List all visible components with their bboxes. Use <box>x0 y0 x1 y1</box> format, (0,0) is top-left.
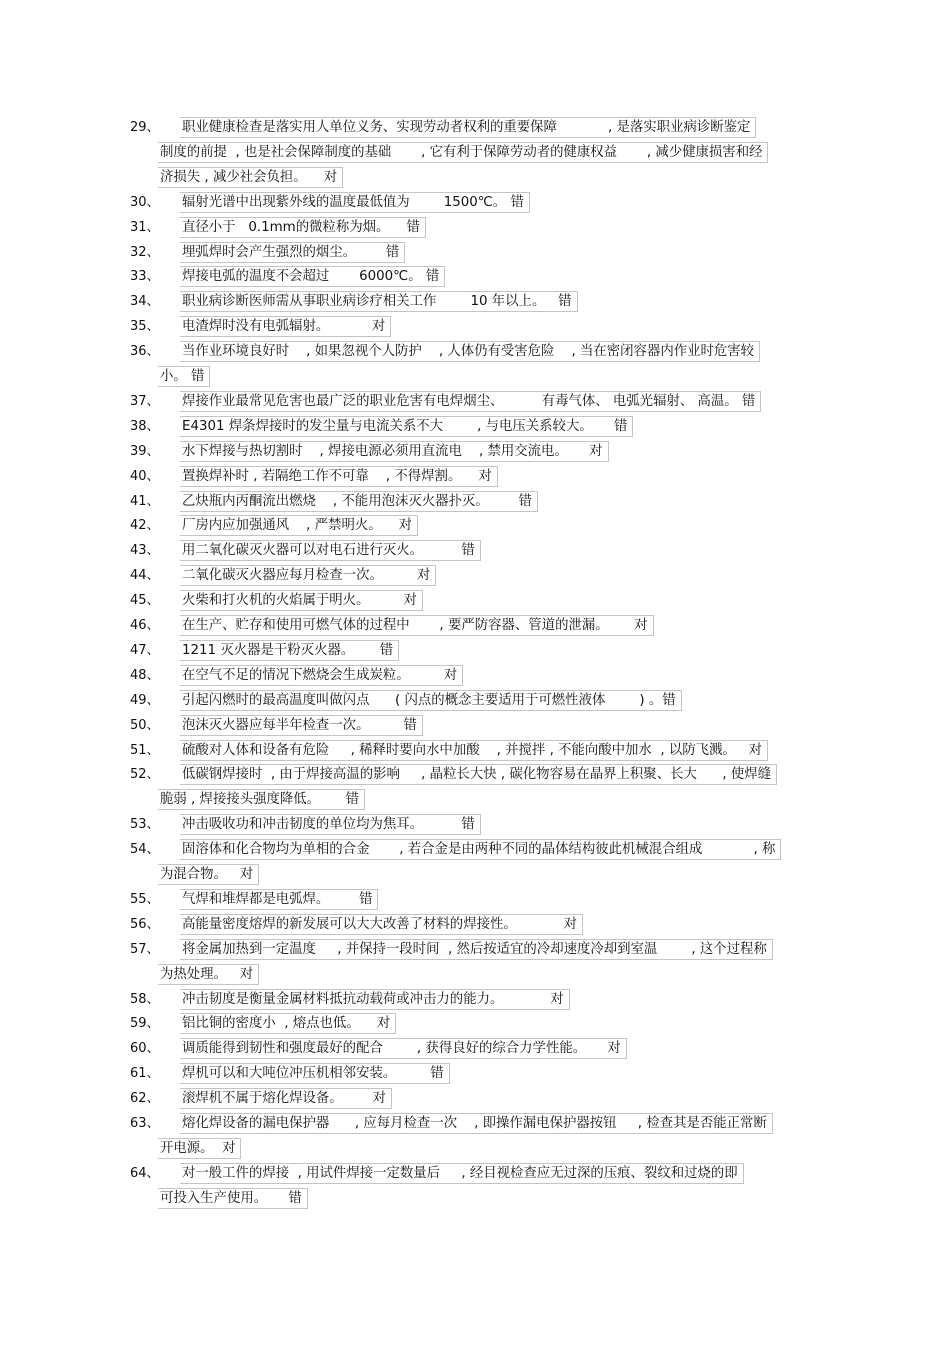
question-text: 脆弱 , 焊接接头强度降低。 错 <box>160 792 359 808</box>
question-line <box>0 838 950 863</box>
question-continuation-line <box>0 1137 950 1162</box>
question-number: 41、 <box>130 493 160 509</box>
question-number: 47、 <box>130 642 160 658</box>
question-text: 气焊和堆焊都是电弧焊。 错 <box>182 891 373 907</box>
question-text: 为热处理。 对 <box>160 966 254 982</box>
question-text: 引起闪燃时的最高温度叫做闪点 ( 闪点的概念主要适用于可燃性液体 ) 。错 <box>182 692 676 708</box>
question-line <box>0 639 950 664</box>
question-number: 44、 <box>130 568 160 584</box>
question-text: 低碳钢焊接时 , 由于焊接高温的影响 , 晶粒长大快 , 碳化物容易在晶界上积聚、长大 , 使焊缝 <box>182 767 772 783</box>
question-text: E4301 焊条焊接时的发尘量与电流关系不大 , 与电压关系较大。 错 <box>182 418 628 434</box>
question-line <box>0 315 950 340</box>
question-number: 49、 <box>130 692 160 708</box>
question-number: 64、 <box>130 1165 160 1181</box>
question-text: 熔化焊设备的漏电保护器 , 应每月检查一次 , 即操作漏电保护器按钮 , 检查其是否能正常断 <box>182 1116 767 1131</box>
question-continuation-line <box>0 788 950 813</box>
question-line <box>0 689 950 714</box>
question-continuation-line <box>0 863 950 888</box>
question-line <box>0 564 950 589</box>
question-line <box>0 191 950 216</box>
question-text: 调质能得到韧性和强度最好的配合 , 获得良好的综合力学性能。 对 <box>182 1041 621 1057</box>
question-number: 55、 <box>130 891 160 907</box>
question-text: 在生产、贮存和使用可燃气体的过程中 , 要严防容器、管道的泄漏。 对 <box>182 618 648 633</box>
question-number: 33、 <box>130 269 160 285</box>
question-line <box>0 539 950 564</box>
question-line <box>0 813 950 838</box>
question-text: 电渣焊时没有电弧辐射。 对 <box>182 319 386 335</box>
question-number: 35、 <box>130 319 160 335</box>
question-continuation-line <box>0 166 950 191</box>
question-text: 可投入生产使用。 错 <box>160 1190 302 1206</box>
question-text: 冲击韧度是衡量金属材料抵抗动载荷或冲击力的能力。 对 <box>182 991 564 1007</box>
question-text: 小。 错 <box>160 369 205 384</box>
question-number: 59、 <box>130 1016 160 1032</box>
question-line <box>0 216 950 241</box>
question-text: 直径小于 0.1mm的微粒称为烟。 错 <box>182 219 420 235</box>
question-line <box>0 714 950 739</box>
question-line <box>0 265 950 290</box>
question-line <box>0 1037 950 1062</box>
question-continuation-line <box>0 141 950 166</box>
question-line <box>0 664 950 689</box>
question-number: 56、 <box>130 916 160 932</box>
question-number: 57、 <box>130 941 160 957</box>
question-line <box>0 888 950 913</box>
question-line <box>0 938 950 963</box>
question-line <box>0 241 950 266</box>
question-text: 开电源。 对 <box>160 1140 236 1156</box>
question-number: 39、 <box>130 443 160 459</box>
question-line <box>0 913 950 938</box>
question-continuation-line <box>0 1187 950 1212</box>
question-text: 泡沫灭火器应每半年检查一次。 错 <box>182 717 417 733</box>
question-text: 焊接电弧的温度不会超过 6000℃。 错 <box>182 269 440 285</box>
question-text: 冲击吸收功和冲击韧度的单位均为焦耳。 错 <box>182 817 475 833</box>
question-line <box>0 589 950 614</box>
question-line <box>0 116 950 141</box>
question-text: 埋弧焊时会产生强烈的烟尘。 错 <box>182 244 400 260</box>
question-text: 对一般工件的焊接 , 用试件焊接一定数量后 , 经目视检查应无过深的压痕、裂纹和过烧的即 <box>182 1165 738 1181</box>
question-number: 31、 <box>130 219 160 235</box>
question-text: 厂房内应加强通风 , 严禁明火。 对 <box>182 518 413 534</box>
question-number: 52、 <box>130 767 160 783</box>
question-text: 用二氧化碳灭火器可以对电石进行灭火。 错 <box>182 543 475 559</box>
question-text: 制度的前提 , 也是社会保障制度的基础 , 它有利于保障劳动者的健康权益 , 减少健康损害和经 <box>160 144 763 160</box>
question-text: 辐射光谱中出现紫外线的温度最低值为 1500℃。 错 <box>182 194 524 210</box>
question-line <box>0 514 950 539</box>
question-text: 水下焊接与热切割时 , 焊接电源必须用直流电 , 禁用交流电。 对 <box>182 443 603 459</box>
question-line <box>0 1087 950 1112</box>
question-text: 将金属加热到一定温度 , 并保持一段时间 , 然后按适宜的冷却速度冷却到室温 , 这个过程称 <box>182 941 767 957</box>
question-text: 乙炔瓶内丙酮流出燃烧 , 不能用泡沫灭火器扑灭。 错 <box>182 493 532 509</box>
question-number: 51、 <box>130 742 160 758</box>
question-number: 62、 <box>130 1091 160 1107</box>
question-text: 济损失 , 减少社会负担。 对 <box>160 169 338 185</box>
question-text: 在空气不足的情况下燃烧会生成炭粒。 对 <box>182 667 458 683</box>
question-number: 34、 <box>130 294 160 310</box>
question-line <box>0 290 950 315</box>
question-text: 二氧化碳灭火器应每月检查一次。 对 <box>182 568 431 584</box>
question-number: 37、 <box>130 393 160 409</box>
question-line <box>0 739 950 764</box>
question-number: 60、 <box>130 1041 160 1057</box>
question-text: 为混合物。 对 <box>160 867 254 882</box>
question-line <box>0 988 950 1013</box>
question-line <box>0 763 950 788</box>
question-text: 火柴和打火机的火焰属于明火。 对 <box>182 593 417 609</box>
question-line <box>0 1112 950 1137</box>
question-number: 36、 <box>130 344 160 360</box>
question-continuation-line <box>0 963 950 988</box>
question-line <box>0 490 950 515</box>
question-number: 58、 <box>130 991 160 1007</box>
question-text: 硫酸对人体和设备有危险 , 稀释时要向水中加酸 , 并搅拌 , 不能向酸中加水 , 以防飞溅。 对 <box>182 742 762 758</box>
question-line <box>0 1162 950 1187</box>
question-text: 置换焊补时 , 若隔绝工作不可靠 , 不得焊割。 对 <box>182 468 492 484</box>
question-number: 45、 <box>130 593 160 609</box>
question-number: 32、 <box>130 244 160 260</box>
question-number: 50、 <box>130 717 160 733</box>
question-line <box>0 465 950 490</box>
question-text: 当作业环境良好时 , 如果忽视个人防护 , 人体仍有受害危险 , 当在密闭容器内作业时危害较 <box>182 344 755 360</box>
question-text: 职业健康检查是落实用人单位义务、实现劳动者权利的重要保障 , 是落实职业病诊断鉴定 <box>182 120 751 135</box>
question-text: 焊接作业最常见危害也最广泛的职业危害有电焊烟尘、 有毒气体、 电弧光辐射、 高温。 错 <box>182 393 756 409</box>
question-continuation-line <box>0 365 950 390</box>
question-line <box>0 415 950 440</box>
question-text: 固溶体和化合物均为单相的合金 , 若合金是由两种不同的晶体结构彼此机械混合组成 , 称 <box>182 842 776 858</box>
question-line <box>0 614 950 639</box>
question-number: 30、 <box>130 194 160 210</box>
question-number: 29、 <box>130 120 160 135</box>
question-number: 61、 <box>130 1066 160 1082</box>
question-line <box>0 340 950 365</box>
question-text: 铝比铜的密度小 , 熔点也低。 对 <box>182 1016 391 1032</box>
question-text: 高能量密度熔焊的新发展可以大大改善了材料的焊接性。 对 <box>182 916 577 932</box>
question-number: 63、 <box>130 1116 160 1131</box>
question-line <box>0 1012 950 1037</box>
question-line <box>0 390 950 415</box>
question-number: 40、 <box>130 468 160 484</box>
question-number: 53、 <box>130 817 160 833</box>
question-number: 48、 <box>130 667 160 683</box>
question-text: 1211 灭火器是干粉灭火器。 错 <box>182 642 394 658</box>
question-number: 46、 <box>130 618 160 633</box>
question-number: 42、 <box>130 518 160 534</box>
question-text: 职业病诊断医师需从事职业病诊疗相关工作 10 年以上。 错 <box>182 294 572 310</box>
question-number: 54、 <box>130 842 160 858</box>
question-line <box>0 440 950 465</box>
question-number: 43、 <box>130 543 160 559</box>
question-text: 焊机可以和大吨位冲压机相邻安装。 错 <box>182 1066 444 1082</box>
question-number: 38、 <box>130 418 160 434</box>
question-text: 滚焊机不属于熔化焊设备。 对 <box>182 1091 386 1107</box>
question-line <box>0 1062 950 1087</box>
